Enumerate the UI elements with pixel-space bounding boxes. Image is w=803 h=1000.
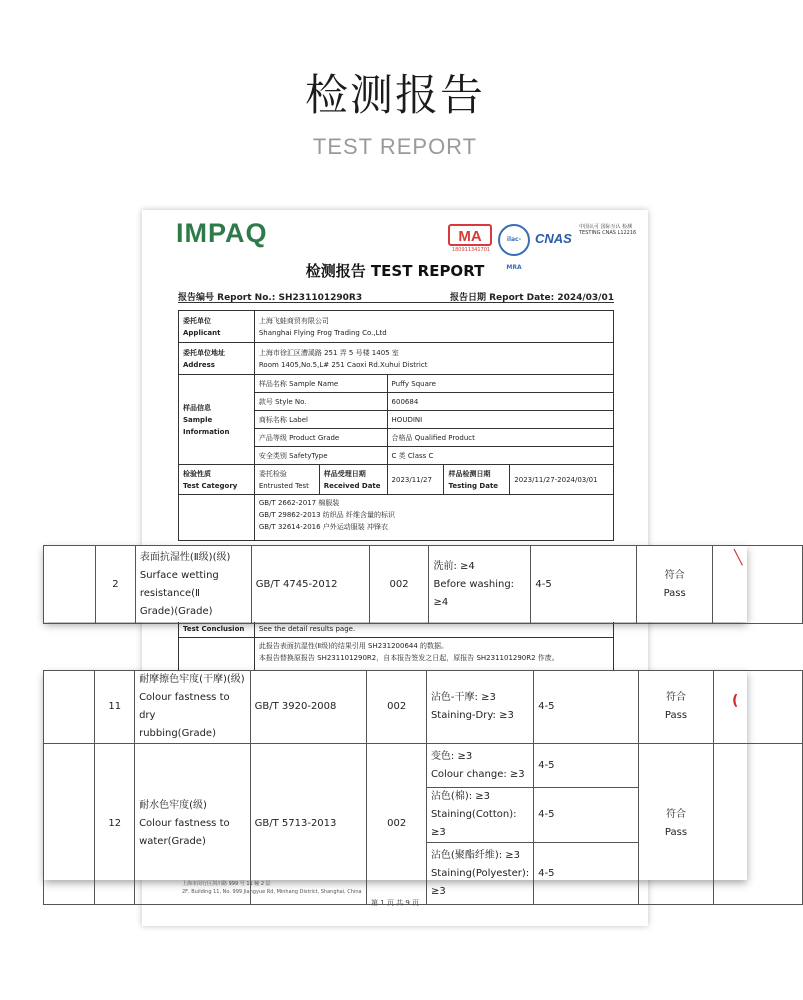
judgement: 符合 Pass [638,671,713,744]
testing-label: 样品检测日期 Testing Date [444,465,510,495]
table-row [44,671,803,744]
testing-value: 2023/11/27-2024/03/01 [510,465,614,495]
test-result: 4-5 [534,843,639,905]
test-result: 4-5 [534,671,639,744]
result-table [43,670,803,905]
ilac-mra-icon: ilac-MRA [498,224,530,256]
result-table [43,545,803,624]
row-number: 12 [95,744,135,905]
sample-value: 600684 [387,393,613,411]
applicant-value: 上海飞蛙商贸有限公司 Shanghai Flying Frog Trading Co.,Ltd [254,311,613,343]
row-number: 11 [95,671,135,744]
stamp-edge: ╲ [734,550,743,566]
cnas-caption: 中国认可 国际互认 检测 TESTING CNAS L12216 [579,224,637,236]
sample-value: Puffy Square [387,375,613,393]
remarks-value: 此报告表面抗湿性(Ⅱ级)的结果引用 SH231200644 的数据。 本报告替换原报告 SH231101290R2，自本报告签发之日起，原报告 SH231101290R2 作废。 [254,638,613,672]
page-number: 第 1 页 共 9 页 [370,899,420,907]
table-row [44,744,803,788]
test-result: 4-5 [534,788,639,843]
received-label: 样品受理日期 Received Date [319,465,387,495]
test-method: GB/T 3920-2008 [250,671,367,744]
address-value: 上海市徐汇区漕溪路 251 弄 5 号楼 1405 室 Room 1405,No.5,L# 251 Caoxi Rd.Xuhui District [254,343,613,375]
test-item: 耐水色牢度(级) Colour fastness to water(Grade) [135,744,251,905]
test-method: GB/T 4745-2012 [251,546,369,624]
row-number: 2 [95,546,135,624]
stamp-edge: ( [732,693,739,709]
requirement: 洗前: ≥4 Before washing: ≥4 [429,546,531,624]
sample-key: 产品等级 Product Grade [254,429,387,447]
sample-code: 002 [367,744,427,905]
conclusion-label: Test Conclusion [179,621,255,638]
sample-key: 样品名称 Sample Name [254,375,387,393]
conclusion-value: See the detail results page. [254,621,613,638]
standards-list: GB/T 2662-2017 棉服装 GB/T 29862-2013 纺织品 纤维含量的标识 GB/T 32614-2016 户外运动服装 冲锋衣 [254,495,613,541]
divider [178,302,614,303]
sample-code: 002 [369,546,429,624]
address-label: 委托单位地址 Address [179,343,255,375]
report-title: 检测报告 TEST REPORT [305,262,485,280]
zoomed-result-strip-1 [44,546,747,622]
test-method: GB/T 5713-2013 [250,744,367,905]
sample-key: 商标名称 Label [254,411,387,429]
requirement: 沾色(聚酯纤维): ≥3 Staining(Polyester): ≥3 [426,843,533,905]
sample-value: C 类 Class C [387,447,613,465]
sample-value: HOUDINI [387,411,613,429]
page-title: 检测报告 [305,71,485,121]
sample-label: 样品信息 Sample Information [179,375,255,465]
report-footer: 上海市闵行区剑川路 999 号 11 幢 2 层 2F, Building 11, No. 999 Jiangyue Rd, Minhang District, Shanghai, China [182,881,362,895]
requirement: 沾色(棉): ≥3 Staining(Cotton): ≥3 [426,788,533,843]
standards-label [179,495,255,541]
judgement: 符合 Pass [638,744,713,905]
certification-logos [442,222,642,271]
requirement: 变色: ≥3 Colour change: ≥3 [426,744,533,788]
sample-value: 合格品 Qualified Product [387,429,613,447]
table-row [44,546,803,624]
cnas-icon: CNAS [535,231,572,246]
category-value: 委托检验 Entrusted Test [254,465,319,495]
report-conclusion-table [178,620,614,672]
requirement: 沾色-干摩: ≥3 Staining-Dry: ≥3 [426,671,533,744]
test-result: 4-5 [534,744,639,788]
report-date: 报告日期 Report Date: 2024/03/01 [449,293,614,303]
applicant-label: 委托单位 Applicant [179,311,255,343]
sample-key: 款号 Style No. [254,393,387,411]
brand-logo: IMPAQ [176,218,268,248]
report-number: 报告编号 Report No.: SH231101290R3 [178,293,363,303]
sample-key: 安全类别 SafetyType [254,447,387,465]
received-value: 2023/11/27 [387,465,444,495]
category-label: 检验性质 Test Category [179,465,255,495]
cma-mark-icon: MA 180911341701 [448,222,492,252]
test-item: 耐摩擦色牢度(干摩)(级) Colour fastness to dry rubbing(Grade) [135,671,251,744]
remarks-label [179,638,255,672]
report-info-table [178,310,614,541]
test-result: 4-5 [531,546,637,624]
page-subtitle: TEST REPORT [312,134,478,159]
test-item: 表面抗湿性(Ⅱ级)(级) Surface wetting resistance(Ⅱ Grade)(Grade) [135,546,251,624]
judgement: 符合 Pass [637,546,713,624]
sample-code: 002 [367,671,427,744]
